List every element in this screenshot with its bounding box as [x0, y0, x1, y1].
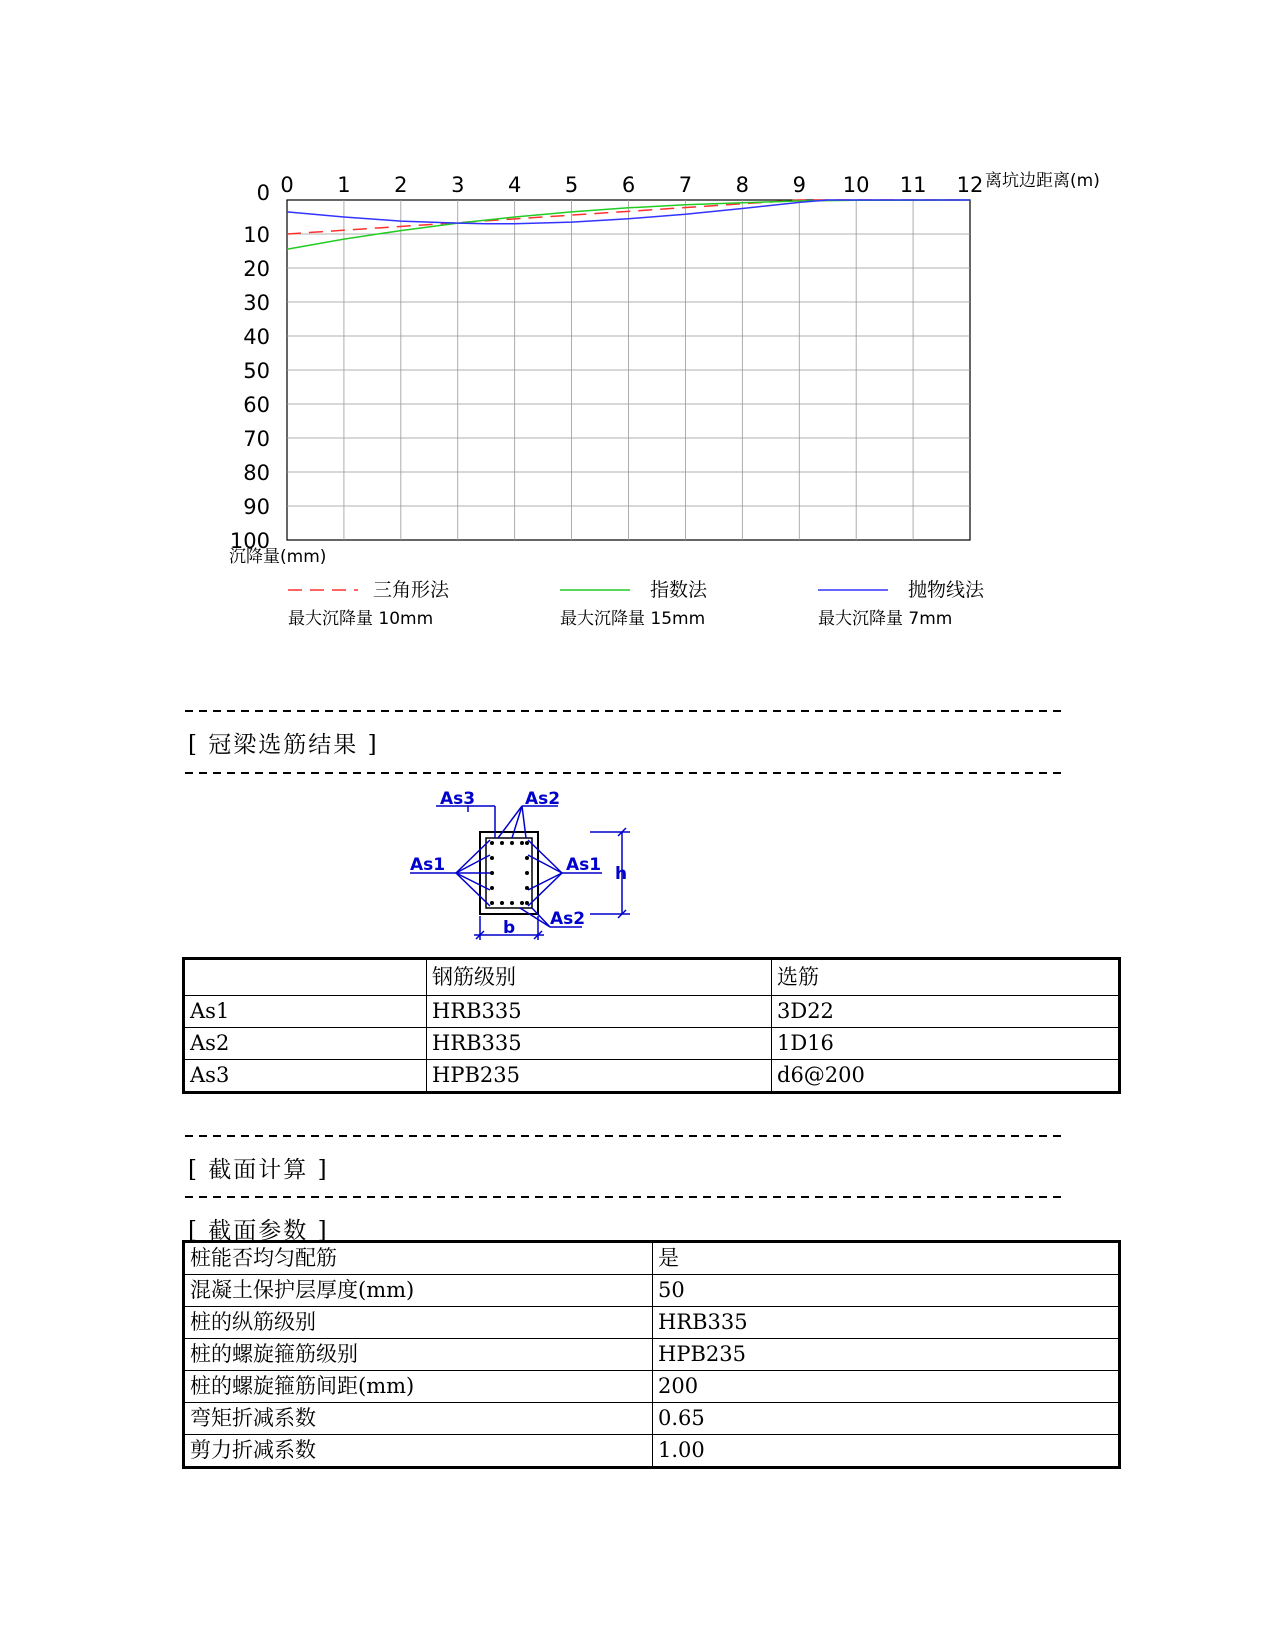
y-tick-labels	[230, 181, 270, 553]
section-title-params: [ 截面参数 ]	[188, 1218, 329, 1244]
param-value: HPB235	[653, 1339, 1119, 1371]
table-header-row	[185, 960, 1119, 996]
separator-line	[185, 710, 1065, 712]
x-tick-label: 9	[792, 173, 806, 197]
x-tick-label: 6	[621, 173, 636, 197]
section-title-calc: [ 截面计算 ]	[188, 1157, 329, 1183]
separator-line	[185, 772, 1065, 774]
header-cell: 选筋	[772, 960, 1119, 996]
y-tick-label: 60	[243, 393, 270, 417]
header-cell: 钢筋级别	[427, 960, 772, 996]
table-row	[185, 1307, 1119, 1339]
x-tick-label: 10	[842, 173, 870, 197]
legend-name: 指数法	[650, 579, 708, 601]
as2-bottom-label: As2	[550, 909, 586, 929]
x-tick-label: 1	[337, 173, 351, 197]
table-row	[185, 1028, 1119, 1060]
table-cell: As2	[185, 1028, 427, 1060]
y-tick-label: 50	[243, 359, 270, 383]
param-value: 0.65	[653, 1403, 1119, 1435]
as2-top-label: As2	[525, 790, 561, 809]
y-tick-label: 0	[256, 181, 270, 205]
y-tick-label: 80	[243, 461, 270, 485]
x-axis-label: 离坑边距离(m)	[985, 171, 1100, 191]
legend-note: 最大沉降量 15mm	[560, 609, 706, 629]
table-cell: d6@200	[772, 1060, 1119, 1092]
param-name: 桩的螺旋箍筋级别	[185, 1339, 653, 1371]
as1-right-label: As1	[566, 855, 602, 875]
settlement-chart	[0, 0, 1275, 640]
param-value: 是	[653, 1243, 1119, 1275]
table-cell: HRB335	[427, 1028, 772, 1060]
as1-left-label: As1	[410, 855, 446, 875]
table-cell: 3D22	[772, 996, 1119, 1028]
x-tick-label: 5	[564, 173, 579, 197]
param-value: 50	[653, 1275, 1119, 1307]
table-row	[185, 1371, 1119, 1403]
x-tick-label: 0	[280, 173, 294, 197]
x-tick-labels	[280, 173, 983, 197]
y-tick-label: 70	[243, 427, 270, 451]
y-tick-label: 40	[243, 325, 270, 349]
width-label: b	[503, 918, 516, 938]
chart-grid	[287, 200, 970, 540]
table-row	[185, 1435, 1119, 1467]
table-row	[185, 1339, 1119, 1371]
x-tick-label: 4	[507, 173, 522, 197]
header-cell	[185, 960, 427, 996]
x-tick-label: 2	[394, 173, 408, 197]
separator-line	[185, 1135, 1065, 1137]
param-name: 桩的纵筋级别	[185, 1307, 653, 1339]
legend-name: 三角形法	[373, 579, 450, 601]
height-label: h	[615, 864, 628, 884]
x-tick-label: 7	[678, 173, 693, 197]
section-title-rebar: [ 冠梁选筋结果 ]	[188, 732, 379, 758]
legend-name: 抛物线法	[908, 579, 985, 601]
table-cell: 1D16	[772, 1028, 1119, 1060]
x-tick-label: 3	[451, 173, 465, 197]
y-tick-label: 20	[243, 257, 270, 281]
param-name: 混凝土保护层厚度(mm)	[185, 1275, 653, 1307]
param-value: 1.00	[653, 1435, 1119, 1467]
table-cell: As1	[185, 996, 427, 1028]
legend-note: 最大沉降量 10mm	[288, 609, 434, 629]
table-row	[185, 1275, 1119, 1307]
param-name: 桩能否均匀配筋	[185, 1243, 653, 1275]
legend-note: 最大沉降量 7mm	[818, 609, 953, 629]
rebar-table	[184, 959, 1119, 1092]
table-cell: HPB235	[427, 1060, 772, 1092]
as3-label: As3	[440, 790, 476, 809]
y-tick-label: 10	[243, 223, 270, 247]
x-tick-label: 11	[899, 173, 927, 197]
param-name: 剪力折减系数	[185, 1435, 653, 1467]
chart-legend	[288, 579, 985, 629]
y-tick-label: 100	[229, 529, 270, 553]
separator-line	[185, 1196, 1065, 1198]
param-value: HRB335	[653, 1307, 1119, 1339]
param-name: 桩的螺旋箍筋间距(mm)	[185, 1371, 653, 1403]
table-cell: As3	[185, 1060, 427, 1092]
beam-section-diagram	[410, 790, 650, 950]
y-tick-label: 90	[243, 495, 270, 519]
table-row	[185, 1060, 1119, 1092]
x-tick-label: 8	[735, 173, 750, 197]
table-row	[185, 1403, 1119, 1435]
x-tick-label: 12	[956, 173, 984, 197]
y-tick-label: 30	[243, 291, 270, 315]
table-row	[185, 1243, 1119, 1275]
table-cell: HRB335	[427, 996, 772, 1028]
y-axis-label: 沉降量(mm)	[229, 547, 327, 567]
param-name: 弯矩折减系数	[185, 1403, 653, 1435]
table-row	[185, 996, 1119, 1028]
param-value: 200	[653, 1371, 1119, 1403]
params-table	[184, 1242, 1119, 1467]
